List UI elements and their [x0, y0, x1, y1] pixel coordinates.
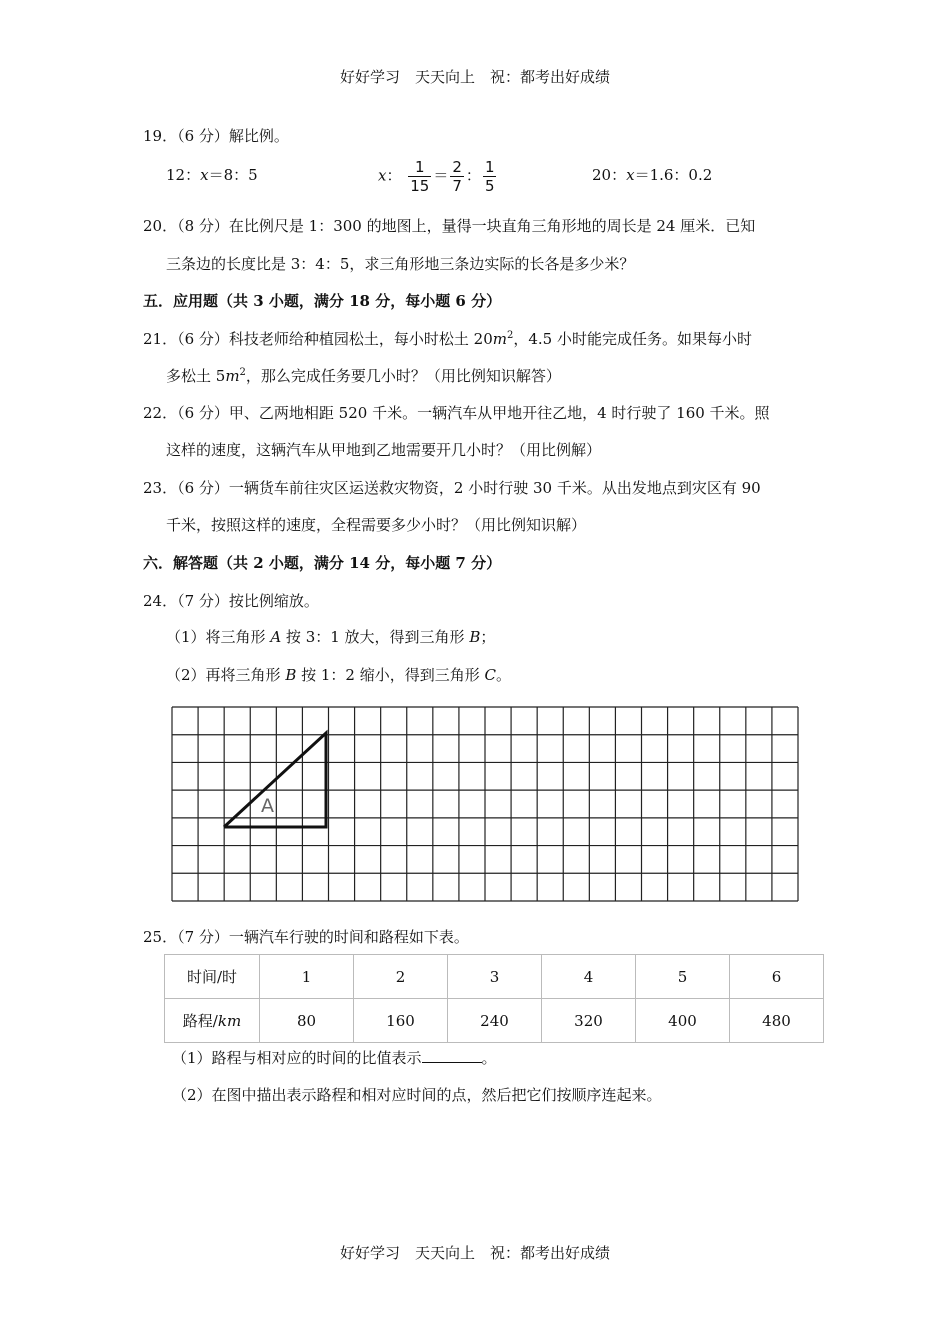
table-cell: 480 [730, 999, 824, 1043]
answer-blank[interactable] [422, 1048, 482, 1063]
table-cell: 160 [354, 999, 448, 1043]
q20-line-1: 20．（8 分）在比例尺是 1：300 的地图上，量得一块直角三角形地的周长是 24 厘米．已知 [143, 217, 756, 235]
table-cell: 1 [260, 955, 354, 999]
fraction-1-5: $\frac{1}{5}$ [484, 158, 495, 195]
table-cell: 320 [542, 999, 636, 1043]
table-row-time [165, 955, 824, 999]
q25-title: 25．（7 分）一辆汽车行驶的时间和路程如下表。 [143, 928, 469, 946]
table-cell: 400 [636, 999, 730, 1043]
q22-line-2: 这样的速度，这辆汽车从甲地到乙地需要开几小时？（用比例解） [166, 441, 602, 459]
section-5-heading: 五．应用题（共 3 小题，满分 18 分，每小题 6 分） [143, 292, 502, 310]
section-6-heading: 六．解答题（共 2 小题，满分 14 分，每小题 7 分） [143, 554, 502, 572]
row-header-time: 时间/时 [165, 955, 260, 999]
q19-title: 19．（6 分）解比例。 [143, 127, 289, 145]
q22-line-1: 22．（6 分）甲、乙两地相距 520 千米。一辆汽车从甲地开往乙地，4 时行驶了 160 千米。照 [143, 404, 770, 422]
q20-line-2: 三条边的长度比是 3：4：5，求三角形地三条边实际的长各是多少米？ [166, 255, 635, 273]
table-cell: 5 [636, 955, 730, 999]
table-cell: 4 [542, 955, 636, 999]
triangle-a-label: A [261, 795, 274, 817]
q21-line-1: 21．（6 分）科技老师给种植园松土，每小时松土 $20m^2$，4.5 小时能完成任务。如果每小时 [143, 330, 752, 348]
q19-equation-2: x： $\frac{1}{15}$ ＝ $\frac{2}{7}$ ： $\frac{1}{5}$ [378, 158, 495, 195]
q24-title: 24．（7 分）按比例缩放。 [143, 592, 319, 610]
table-row-distance [165, 999, 824, 1043]
q24-step-2: （2）再将三角形 B 按 1：2 缩小，得到三角形 C。 [166, 666, 512, 684]
table-cell: 240 [448, 999, 542, 1043]
time-distance-table [164, 954, 824, 1043]
row-header-distance: 路程/km [165, 999, 260, 1043]
triangle-a [224, 733, 326, 827]
page-header: 好好学习 天天向上 祝：都考出好成绩 [339, 68, 610, 86]
q25-part-2: （2）在图中描出表示路程和相对应时间的点，然后把它们按顺序连起来。 [172, 1086, 662, 1104]
q21-line-2: 多松土 $5m^2$，那么完成任务要几小时？（用比例知识解答） [166, 367, 561, 385]
drawing-grid[interactable] [170, 705, 800, 905]
q23-line-1: 23．（6 分）一辆货车前往灾区运送救灾物资，2 小时行驶 30 千米。从出发地点到灾区有 90 [143, 479, 761, 497]
table-cell: 80 [260, 999, 354, 1043]
q25-part-1: （1）路程与相对应的时间的比值表示 。 [172, 1049, 497, 1067]
page-footer: 好好学习 天天向上 祝：都考出好成绩 [339, 1244, 610, 1262]
q24-step-1: （1）将三角形 A 按 3：1 放大，得到三角形 B； [166, 628, 496, 646]
table-cell: 3 [448, 955, 542, 999]
q23-line-2: 千米，按照这样的速度，全程需要多少小时？（用比例知识解） [166, 516, 587, 534]
fraction-1-15: $\frac{1}{15}$ [410, 158, 430, 195]
fraction-2-7: $\frac{2}{7}$ [452, 158, 462, 195]
q19-equation-3: 20：x＝1.6：0.2 [592, 166, 713, 184]
table-cell: 2 [354, 955, 448, 999]
q19-equation-1: 12：x＝8：5 [166, 166, 258, 184]
table-cell: 6 [730, 955, 824, 999]
